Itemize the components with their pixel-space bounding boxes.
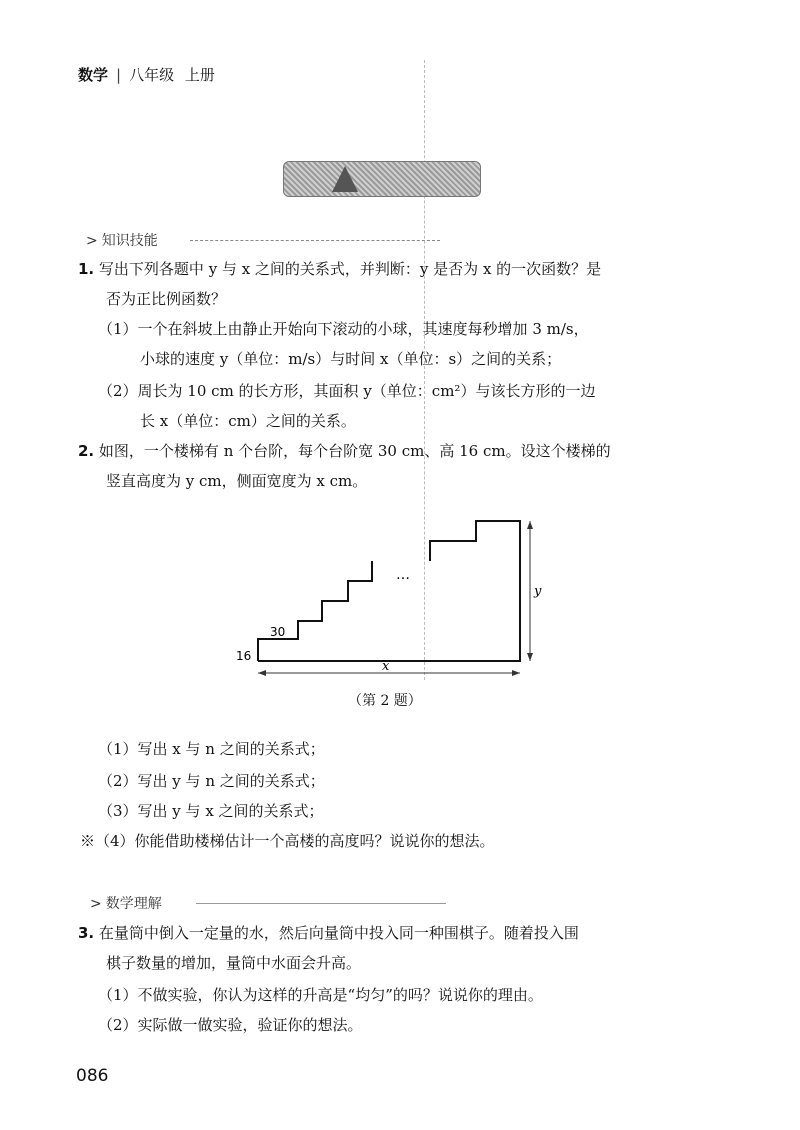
question-1-line-2: 否为正比例函数？ — [106, 290, 227, 308]
step-width-label: 30 — [270, 625, 286, 639]
staircase-figure — [230, 515, 550, 690]
triangle-icon — [332, 166, 358, 192]
question-1-sub-1-line-2: 小球的速度 y（单位：m/s）与时间 x（单位：s）之间的关系； — [140, 350, 562, 368]
question-3-sub-2: （2）实际做一做实验，验证你的想法。 — [98, 1016, 363, 1034]
question-3-sub-1: （1）不做实验，你认为这样的升高是“均匀”的吗？说说你的理由。 — [98, 986, 543, 1004]
question-text: 在量筒中倒入一定量的水，然后向量筒中投入同一种围棋子。随着投入围 — [98, 924, 579, 942]
section-knowledge-label: 知识技能 — [101, 233, 158, 249]
question-1-sub-2-line-1: （2）周长为 10 cm 的长方形，其面积 y（单位：cm²）与该长方形的一边 — [98, 382, 596, 400]
question-2-line-1 — [78, 440, 611, 462]
question-1-sub-1-line-1: （1）一个在斜坡上由静止开始向下滚动的小球，其速度每秒增加 3 m/s， — [98, 320, 589, 338]
running-header — [78, 64, 215, 85]
arrow-up-icon — [527, 521, 533, 529]
exercise-banner — [283, 161, 481, 197]
y-dimension-label: y — [534, 584, 542, 599]
arrow-down-icon — [527, 653, 533, 661]
question-2-line-2: 竖直高度为 y cm，侧面宽度为 x cm。 — [106, 472, 368, 490]
section-divider — [196, 903, 446, 904]
step-dots: … — [396, 567, 410, 583]
grade-label: 八年级 — [129, 66, 175, 84]
question-text: 写出下列各题中 y 与 x 之间的关系式，并判断：y 是否为 x 的一次函数？是 — [98, 260, 602, 278]
question-1-line-1 — [78, 258, 601, 280]
question-3-line-2: 棋子数量的增加，量筒中水面会升高。 — [106, 954, 362, 972]
x-dimension-label: x — [382, 659, 390, 674]
arrow-left-icon — [258, 670, 266, 676]
question-number: 3. — [78, 924, 95, 942]
figure-caption: （第 2 题） — [348, 693, 422, 709]
question-2-sub-1: （1）写出 x 与 n 之间的关系式； — [98, 740, 325, 758]
chevron-right-icon: > — [90, 896, 102, 912]
section-divider — [190, 240, 440, 241]
question-number: 2. — [78, 442, 95, 460]
section-understanding-heading — [90, 893, 162, 913]
question-3-line-1 — [78, 922, 579, 944]
page-number: 086 — [76, 1066, 109, 1086]
step-height-label: 16 — [236, 649, 252, 663]
question-1-sub-2-line-2: 长 x（单位：cm）之间的关系。 — [140, 412, 356, 430]
question-text: 如图，一个楼梯有 n 个台阶，每个台阶宽 30 cm、高 16 cm。设这个楼梯的 — [98, 442, 611, 460]
section-knowledge-heading — [86, 230, 158, 250]
staircase-outline — [258, 561, 372, 661]
arrow-right-icon — [512, 670, 520, 676]
header-separator: | — [116, 66, 122, 84]
question-2-sub-2: （2）写出 y 与 n 之间的关系式； — [98, 772, 325, 790]
chevron-right-icon: > — [86, 233, 98, 249]
question-2-sub-3: （3）写出 y 与 x 之间的关系式； — [98, 802, 324, 820]
section-understanding-label: 数学理解 — [105, 896, 162, 912]
question-2-sub-4: ※（4）你能借助楼梯估计一个高楼的高度吗？说说你的想法。 — [80, 832, 495, 850]
question-number: 1. — [78, 260, 95, 278]
volume-label: 上册 — [184, 66, 215, 84]
subject-label: 数学 — [78, 66, 109, 84]
